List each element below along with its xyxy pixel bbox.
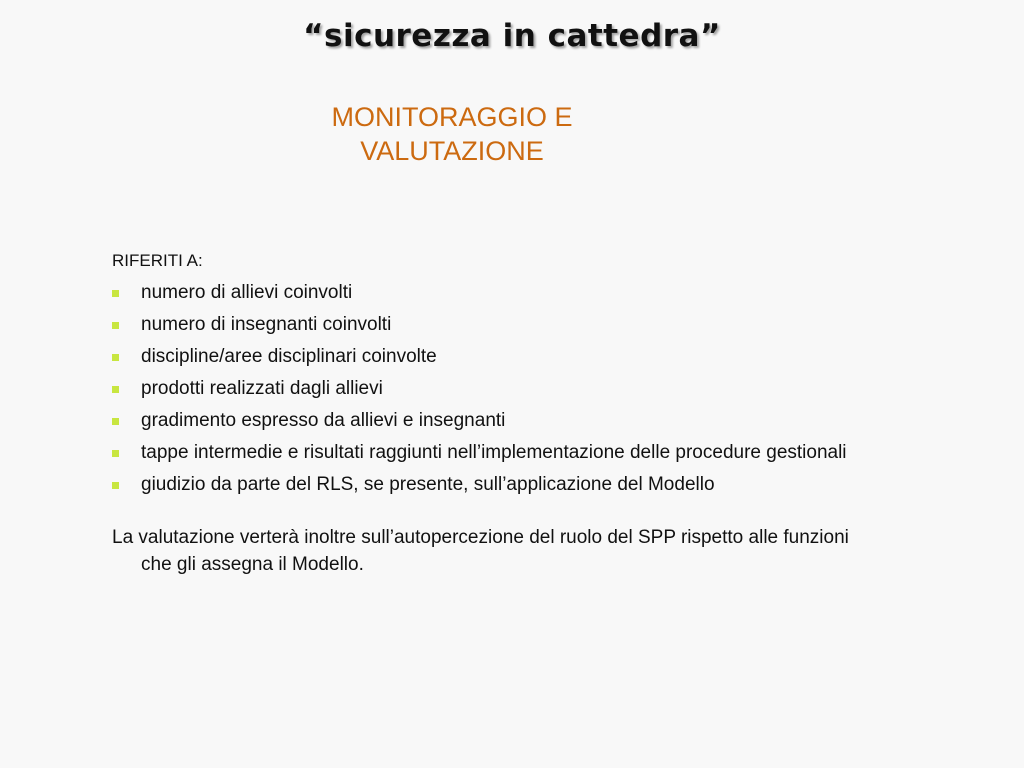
square-bullet-icon [112,322,119,329]
list-item-text: numero di insegnanti coinvolti [141,314,392,335]
list-item-text: prodotti realizzati dagli allievi [141,378,383,399]
bullet-list [112,280,872,498]
square-bullet-icon [112,354,119,361]
list-item [112,376,872,402]
list-item-text: gradimento espresso da allievi e insegnanti [141,410,506,431]
list-item [112,408,872,434]
list-item [112,312,872,338]
slide-body [112,250,872,597]
closing-paragraph: La valutazione verterà inoltre sull’autopercezione del ruolo del SPP rispetto alle funzioni che gli assegna il Modello. [112,527,849,575]
list-item-text: discipline/aree disciplinari coinvolte [141,346,437,367]
slide-title: “sicurezza in cattedra” [303,18,721,54]
list-item-text: numero di allievi coinvolti [141,282,353,303]
slide-subtitle [262,100,642,168]
list-item [112,344,872,370]
subtitle-line-2: VALUTAZIONE [360,136,544,166]
list-item [112,472,872,498]
list-item-text: tappe intermedie e risultati raggiunti nell’implementazione delle procedure gestionali [141,442,847,463]
list-item [112,440,872,466]
square-bullet-icon [112,386,119,393]
square-bullet-icon [112,482,119,489]
square-bullet-icon [112,418,119,425]
list-item [112,280,872,306]
subtitle-line-1: MONITORAGGIO E [331,102,573,132]
square-bullet-icon [112,290,119,297]
intro-label: RIFERITI A: [112,251,203,270]
square-bullet-icon [112,450,119,457]
list-item-text: giudizio da parte del RLS, se presente, sull’applicazione del Modello [141,474,715,495]
